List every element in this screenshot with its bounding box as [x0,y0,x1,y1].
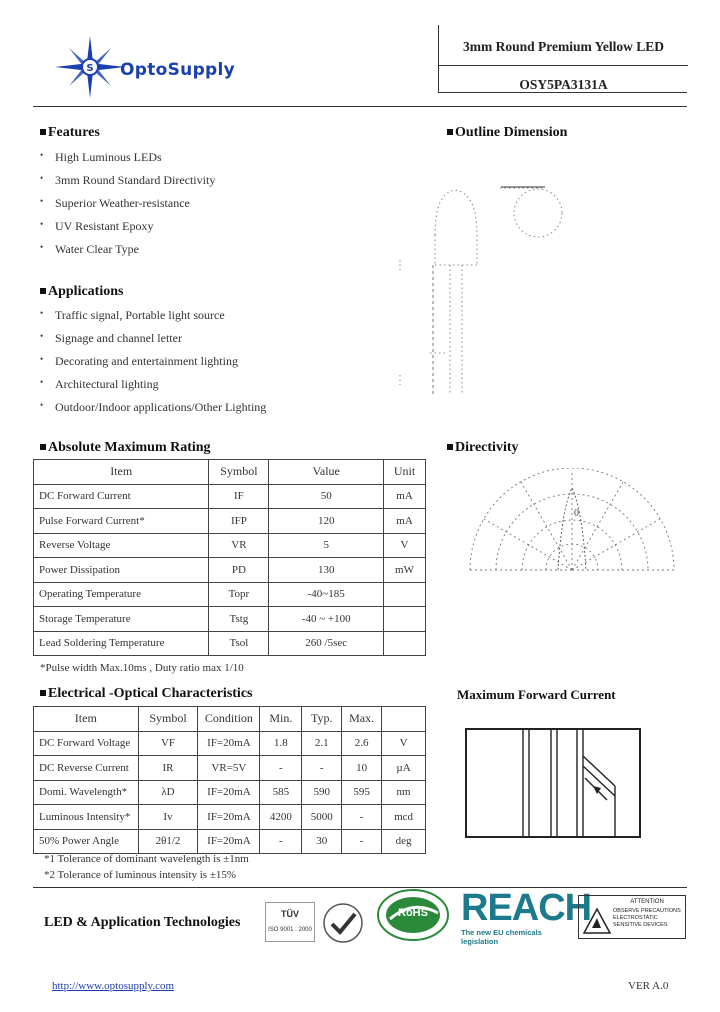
table-cell: Iv [138,805,198,830]
table-cell: -40 ~ +100 [269,607,384,632]
table-cell: 2θ1/2 [138,829,198,854]
table-cell: Luminous Intensity* [34,805,139,830]
table-cell: Tsol [209,631,269,656]
table-row [34,780,426,805]
esd-title: ATTENTION [630,899,664,905]
table-cell: 130 [269,558,384,583]
abs-max-heading: Absolute Maximum Rating [40,440,211,456]
table-cell: VR [209,533,269,558]
table-row [34,509,426,534]
column-header [382,707,426,732]
tuv-label: TÜV [281,909,299,919]
eo-note-2: *2 Tolerance of luminous intensity is ±15% [44,869,237,881]
applications-heading: Applications [40,284,123,300]
table-cell: IF=20mA [198,829,260,854]
list-item: • High Luminous LEDs [35,150,335,173]
table-cell: µA [382,756,426,781]
iso-label: ISO 9001 : 2000 [268,927,312,933]
list-item: • UV Resistant Epoxy [35,219,335,242]
version-label: VER A.0 [628,980,669,992]
table-cell: 585 [260,780,302,805]
table-cell: - [260,829,302,854]
table-cell: IR [138,756,198,781]
table-cell: Tstg [209,607,269,632]
table-cell: Pulse Forward Current* [34,509,209,534]
table-cell: IF=20mA [198,731,260,756]
table-cell: 50 [269,484,384,509]
table-cell: mW [384,558,426,583]
star-logo-icon [55,36,125,98]
applications-list [35,308,355,423]
table-row [34,533,426,558]
table-row [34,731,426,756]
table-cell: Topr [209,582,269,607]
table-cell: IF=20mA [198,780,260,805]
table-row [34,756,426,781]
abs-max-table [33,459,426,656]
table-cell: 4200 [260,805,302,830]
column-header: Item [34,460,209,485]
table-cell: deg [382,829,426,854]
eo-note-1: *1 Tolerance of dominant wavelength is ±1nm [44,853,249,865]
table-cell: 5 [269,533,384,558]
column-header: Unit [384,460,426,485]
table-header-row [34,707,426,732]
table-cell: Domi. Wavelength* [34,780,139,805]
max-forward-heading: Maximum Forward Current [457,687,616,702]
table-cell: DC Forward Voltage [34,731,139,756]
table-cell: - [260,756,302,781]
table-cell: Operating Temperature [34,582,209,607]
eo-heading: Electrical -Optical Characteristics [40,686,252,702]
reach-badge [461,887,592,946]
table-row [34,582,426,607]
table-cell: IFP [209,509,269,534]
table-cell: PD [209,558,269,583]
features-heading: Features [40,125,100,141]
column-header: Symbol [138,707,198,732]
brand-name: OptoSupply [120,60,236,80]
table-cell: DC Reverse Current [34,756,139,781]
table-cell: - [342,829,382,854]
table-cell: 2.1 [302,731,342,756]
svg-text:S: S [86,63,94,74]
abs-max-note: *Pulse width Max.10ms , Duty ratio max 1/10 [40,662,244,674]
table-cell: 120 [269,509,384,534]
list-item: • Decorating and entertainment lighting [35,354,355,377]
table-row [34,631,426,656]
table-cell: 1.8 [260,731,302,756]
column-header: Value [269,460,384,485]
column-header: Item [34,707,139,732]
table-cell: DC Forward Current [34,484,209,509]
list-item: • Traffic signal, Portable light source [35,308,355,331]
esd-warning-icon [583,908,611,934]
table-cell: IF [209,484,269,509]
directivity-zero-label: 0 [574,508,579,519]
table-cell: Power Dissipation [34,558,209,583]
tuv-badge [265,902,315,942]
max-forward-chart [465,728,655,840]
directivity-heading: Directivity [447,440,519,456]
directivity-chart [462,468,682,578]
features-list [35,150,335,265]
table-row [34,484,426,509]
table-header-row [34,460,426,485]
table-cell [384,607,426,632]
table-cell: -40~185 [269,582,384,607]
column-header: Typ. [302,707,342,732]
eo-table [33,706,426,854]
rohs-label: RoHS [398,907,428,919]
table-cell: mcd [382,805,426,830]
table-cell [384,631,426,656]
table-cell: Lead Soldering Temperature [34,631,209,656]
list-item: • Signage and channel letter [35,331,355,354]
list-item: • Water Clear Type [35,242,335,265]
title-box [438,25,687,93]
list-item: • Outdoor/Indoor applications/Other Lighting [35,400,355,423]
table-cell: mA [384,484,426,509]
column-header: Max. [342,707,382,732]
table-cell: V [382,731,426,756]
brand-logo [55,36,285,98]
reach-subtitle: The new EU chemicals legislation [461,928,542,946]
list-item: • Superior Weather-resistance [35,196,335,219]
table-cell: 5000 [302,805,342,830]
header-rule [33,106,687,107]
table-row [34,829,426,854]
outline-drawing [395,165,595,405]
table-cell: 10 [342,756,382,781]
footer-tagline: LED & Application Technologies [44,915,241,930]
list-item: • 3mm Round Standard Directivity [35,173,335,196]
table-cell: VR=5V [198,756,260,781]
table-row [34,558,426,583]
website-link[interactable]: http://www.optosupply.com [52,980,175,992]
part-number: OSY5PA3131A [519,77,608,92]
table-cell: λD [138,780,198,805]
outline-heading: Outline Dimension [447,125,567,141]
table-cell: IF=20mA [198,805,260,830]
table-cell: mA [384,509,426,534]
rohs-badge [376,889,450,941]
table-cell: - [302,756,342,781]
column-header: Min. [260,707,302,732]
table-cell: Storage Temperature [34,607,209,632]
table-cell: 50% Power Angle [34,829,139,854]
column-header: Condition [198,707,260,732]
table-cell: V [384,533,426,558]
table-cell: 2.6 [342,731,382,756]
reach-label: REACH [461,887,592,929]
table-cell: VF [138,731,198,756]
title-divider [439,65,688,66]
column-header: Symbol [209,460,269,485]
check-badge-icon [322,902,364,944]
table-cell [384,582,426,607]
table-cell: 260 /5sec [269,631,384,656]
list-item: • Architectural lighting [35,377,355,400]
table-row [34,607,426,632]
table-cell: 595 [342,780,382,805]
table-cell: 590 [302,780,342,805]
table-cell: 30 [302,829,342,854]
product-title: 3mm Round Premium Yellow LED [462,39,664,54]
table-cell: nm [382,780,426,805]
table-cell: Reverse Voltage [34,533,209,558]
esd-badge [578,895,686,939]
table-row [34,805,426,830]
table-cell: - [342,805,382,830]
esd-text: OBSERVE PRECAUTIONS ELECTROSTATIC SENSITIVE DEVICES [613,908,681,928]
